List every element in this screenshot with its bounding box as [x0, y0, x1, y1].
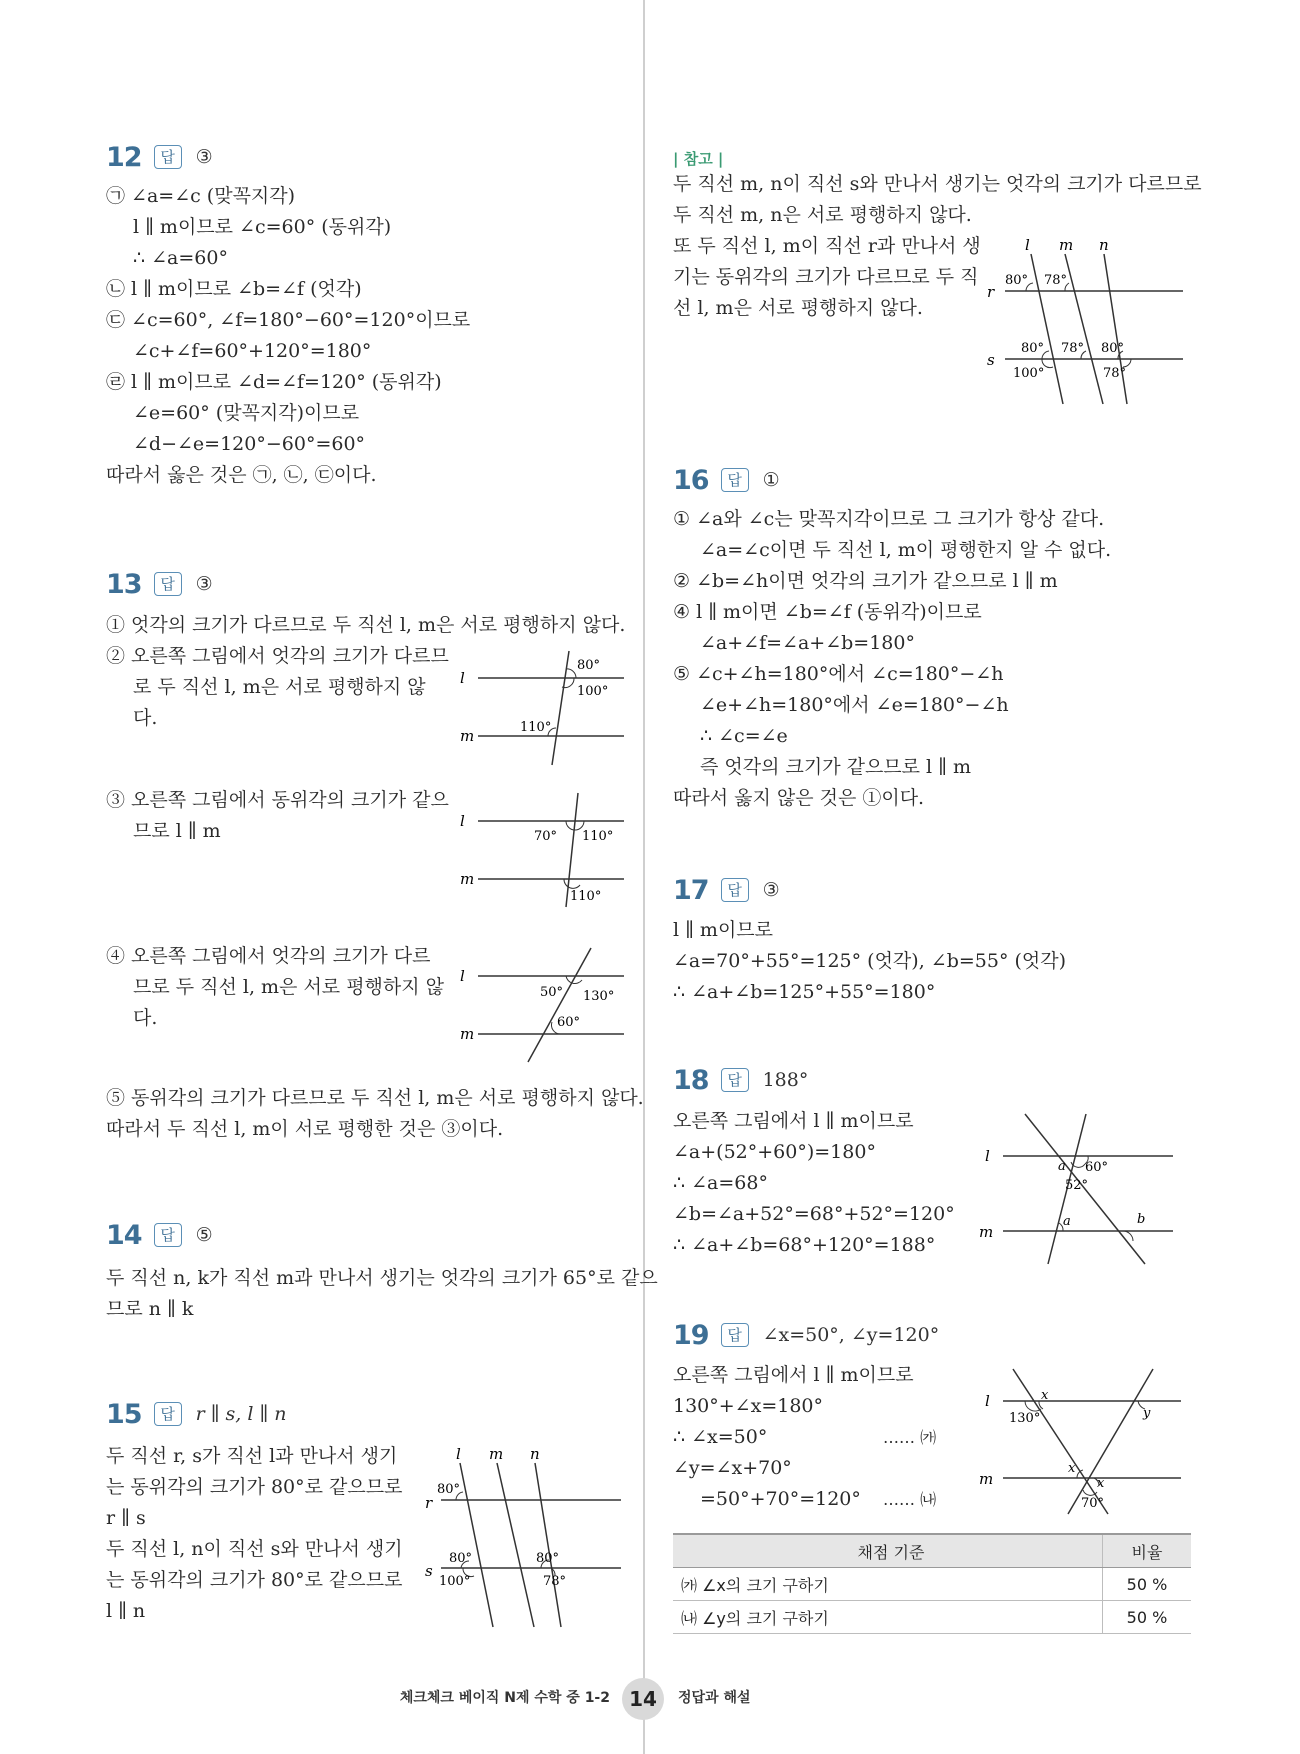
- angle-label: x: [1041, 1388, 1049, 1403]
- line-m-label: m: [460, 1025, 475, 1043]
- note-line: 선 l, m은 서로 평행하지 않다.: [673, 297, 923, 319]
- angle-label: 100°: [439, 1574, 471, 1589]
- problem-number: 16: [673, 464, 709, 496]
- answer-badge: 답: [154, 145, 182, 169]
- solution-line: ∠d−∠e=120°−60°=60°: [133, 433, 366, 455]
- problem-13-header: [106, 567, 213, 601]
- angle-label: a: [1063, 1214, 1071, 1229]
- solution-line: 로 두 직선 l, m은 서로 평행하지 않: [133, 676, 426, 698]
- problem-number: 14: [106, 1219, 142, 1251]
- solution-line: ∠e+∠h=180°에서 ∠e=180°−∠h: [700, 694, 1009, 716]
- problem-17: [673, 873, 1193, 1013]
- note-line: 두 직선 m, n이 직선 s와 만나서 생기는 엇각의 크기가 다르므로: [673, 173, 1202, 195]
- solution-line: ∠a=∠c이면 두 직선 l, m이 평행한지 알 수 없다.: [700, 539, 1112, 561]
- angle-label: 80°: [1021, 341, 1045, 356]
- answer-badge: 답: [154, 572, 182, 596]
- problem-13: [106, 567, 644, 1147]
- figure-13-3: [456, 789, 626, 909]
- solution-line: ② ∠b=∠h이면 엇각의 크기가 같으므로 l ∥ m: [673, 570, 1058, 592]
- answer-badge: 답: [154, 1223, 182, 1247]
- line-l-label: l: [460, 812, 465, 830]
- problem-17-header: [673, 873, 780, 907]
- angle-label: 80°: [449, 1551, 473, 1566]
- angle-label: 130°: [583, 989, 615, 1004]
- angle-label: 80°: [437, 1482, 461, 1497]
- center-divider: [643, 0, 645, 1754]
- angle-label: 100°: [1013, 366, 1045, 381]
- problem-16: [673, 463, 1193, 823]
- line-m-label: m: [979, 1470, 994, 1488]
- problem-number: 19: [673, 1319, 709, 1351]
- solution-line: ∴ ∠a+∠b=68°+120°=188°: [673, 1234, 936, 1256]
- table-header: 채점 기준: [673, 1534, 1103, 1568]
- solution-line: ㉢ ∠c=60°, ∠f=180°−60°=120°이므로: [106, 309, 471, 331]
- step-mark: …… ㈏: [883, 1490, 937, 1509]
- angle-label: 80°: [536, 1551, 560, 1566]
- solution-line: ∴ ∠c=∠e: [700, 725, 788, 747]
- solution-line: l ∥ m이므로 ∠c=60° (동위각): [133, 216, 392, 238]
- solution-line: ∠b=∠a+52°=68°+52°=120°: [673, 1203, 955, 1225]
- answer-badge: 답: [721, 878, 749, 902]
- note-line: 또 두 직선 l, m이 직선 r과 만나서 생: [673, 235, 981, 257]
- solution-line: =50°+70°=120°: [700, 1488, 861, 1510]
- solution-line: ∴ ∠a=68°: [673, 1172, 768, 1194]
- line-m-label: m: [460, 727, 475, 745]
- solution-line: ∠y=∠x+70°: [673, 1457, 792, 1479]
- solution-line: ① ∠a와 ∠c는 맞꼭지각이므로 그 크기가 항상 같다.: [673, 508, 1105, 530]
- solution-line: ∠c+∠f=60°+120°=180°: [133, 340, 372, 362]
- line-r-label: r: [987, 283, 995, 301]
- angle-label: 78°: [1044, 273, 1068, 288]
- figure-13-2: [456, 647, 626, 767]
- solution-line: ∠a+(52°+60°)=180°: [673, 1141, 876, 1163]
- line-l-label: l: [456, 1445, 461, 1463]
- angle-label: 70°: [534, 829, 558, 844]
- solution-line: l ∥ m이므로: [673, 919, 774, 941]
- line-n-label: n: [1099, 236, 1109, 254]
- solution-line: 다.: [133, 707, 158, 729]
- page-number: 14: [622, 1678, 664, 1720]
- reference-note: [673, 140, 1202, 410]
- line-m-label: m: [460, 870, 475, 888]
- answer-value: 188°: [762, 1069, 809, 1091]
- solution-line: 130°+∠x=180°: [673, 1395, 824, 1417]
- solution-line: 오른쪽 그림에서 l ∥ m이므로: [673, 1364, 914, 1386]
- table-cell: 50 %: [1103, 1601, 1192, 1634]
- solution-line: ④ l ∥ m이면 ∠b=∠f (동위각)이므로: [673, 601, 982, 623]
- table-cell: 50 %: [1103, 1568, 1192, 1601]
- problem-18-header: [673, 1063, 808, 1097]
- line-l-label: l: [985, 1392, 990, 1410]
- solution-line: 다.: [133, 1007, 158, 1029]
- line-l-label: l: [460, 669, 465, 687]
- angle-label: b: [1137, 1212, 1146, 1227]
- table-header: 비율: [1103, 1534, 1192, 1568]
- angle-label: 100°: [577, 684, 609, 699]
- table-row: [673, 1601, 1191, 1634]
- problem-12: [106, 140, 626, 500]
- line-s-label: s: [987, 351, 995, 369]
- answer-value: ⑤: [195, 1224, 213, 1246]
- angle-label: 60°: [557, 1015, 581, 1030]
- reference-tag: | 참고 |: [673, 150, 724, 168]
- figure-reference: [987, 236, 1187, 411]
- solution-line: 두 직선 r, s가 직선 l과 만나서 생기: [106, 1445, 398, 1467]
- solution-line: ∠a=70°+55°=125° (엇각), ∠b=55° (엇각): [673, 950, 1067, 972]
- problem-number: 17: [673, 874, 709, 906]
- solution-line: 두 직선 l, n이 직선 s와 만나서 생기: [106, 1538, 403, 1560]
- solution-line: 두 직선 n, k가 직선 m과 만나서 생기는 엇각의 크기가 65°로 같으: [106, 1267, 658, 1289]
- solution-line: ∠e=60° (맞꼭지각)이므로: [133, 402, 360, 424]
- solution-line: 오른쪽 그림에서 l ∥ m이므로: [673, 1110, 914, 1132]
- problem-15-header: [106, 1397, 287, 1431]
- angle-label: 110°: [582, 829, 614, 844]
- line-l-label: l: [985, 1147, 990, 1165]
- line-m-label: m: [1059, 236, 1074, 254]
- solution-line: 므로 l ∥ m: [133, 820, 221, 842]
- line-m-label: m: [979, 1223, 994, 1241]
- problem-number: 13: [106, 568, 142, 600]
- problem-number: 15: [106, 1398, 142, 1430]
- angle-label: 50°: [540, 985, 564, 1000]
- problem-14: [106, 1218, 658, 1320]
- footer-book-title: 체크체크 베이직 N제 수학 중 1-2: [399, 1690, 610, 1706]
- angle-label: x: [1097, 1476, 1105, 1491]
- solution-line: ∴ ∠x=50°: [673, 1426, 768, 1448]
- problem-16-header: [673, 463, 780, 497]
- angle-label: 78°: [1103, 366, 1127, 381]
- answer-value: ∠x=50°, ∠y=120°: [762, 1324, 940, 1346]
- answer-value: ③: [195, 573, 213, 595]
- angle-label: 78°: [543, 1574, 567, 1589]
- solution-line: 므로 두 직선 l, m은 서로 평행하지 않: [133, 976, 445, 998]
- angle-label: y: [1143, 1406, 1151, 1421]
- solution-line: ∴ ∠a+∠b=125°+55°=180°: [673, 981, 936, 1003]
- angle-label: 110°: [520, 720, 552, 735]
- table-cell: ㈏ ∠y의 크기 구하기: [673, 1601, 1103, 1634]
- problem-number: 12: [106, 141, 142, 173]
- line-l-label: l: [1025, 236, 1030, 254]
- solution-line: ⑤ ∠c+∠h=180°에서 ∠c=180°−∠h: [673, 663, 1004, 685]
- line-s-label: s: [425, 1562, 433, 1580]
- solution-line: ∠a+∠f=∠a+∠b=180°: [700, 632, 915, 654]
- table-row: [673, 1568, 1191, 1601]
- footer-section-title: 정답과 해설: [678, 1690, 751, 1706]
- line-l-label: l: [460, 967, 465, 985]
- problem-number: 18: [673, 1064, 709, 1096]
- line-m-label: m: [489, 1445, 504, 1463]
- angle-label: 52°: [1065, 1178, 1089, 1193]
- figure-18: [973, 1109, 1173, 1269]
- scoring-table: [673, 1533, 1191, 1634]
- solution-line: ③ 오른쪽 그림에서 동위각의 크기가 같으: [106, 789, 449, 811]
- line-r-label: r: [425, 1494, 433, 1512]
- solution-line: ④ 오른쪽 그림에서 엇각의 크기가 다르: [106, 945, 431, 967]
- answer-value: r ∥ s, l ∥ n: [195, 1403, 287, 1425]
- answer-value: ③: [762, 879, 780, 901]
- angle-label: x: [1068, 1461, 1076, 1476]
- step-mark: …… ㈎: [883, 1428, 937, 1447]
- angle-label: 130°: [1009, 1411, 1041, 1426]
- solution-line: ⑤ 동위각의 크기가 다르므로 두 직선 l, m은 서로 평행하지 않다.: [106, 1087, 644, 1109]
- angle-label: 110°: [570, 889, 602, 904]
- solution-line: ㉣ l ∥ m이므로 ∠d=∠f=120° (동위각): [106, 371, 442, 393]
- solution-line: 는 동위각의 크기가 80°로 같으므로: [106, 1569, 403, 1591]
- solution-line: l ∥ n: [106, 1600, 146, 1622]
- solution-line: 즉 엇각의 크기가 같으므로 l ∥ m: [700, 756, 972, 778]
- problem-19-header: [673, 1318, 939, 1352]
- answer-badge: 답: [721, 1068, 749, 1092]
- angle-label: 70°: [1081, 1496, 1105, 1511]
- note-line: 두 직선 m, n은 서로 평행하지 않다.: [673, 204, 972, 226]
- table-cell: ㈎ ∠x의 크기 구하기: [673, 1568, 1103, 1601]
- solution-line: ② 오른쪽 그림에서 엇각의 크기가 다르므: [106, 645, 449, 667]
- answer-badge: 답: [154, 1402, 182, 1426]
- problem-14-header: [106, 1218, 213, 1252]
- figure-15: [421, 1445, 621, 1635]
- figure-19: [973, 1364, 1183, 1524]
- solution-line: r ∥ s: [106, 1507, 146, 1529]
- answer-badge: 답: [721, 468, 749, 492]
- solution-line: 따라서 옳지 않은 것은 ①이다.: [673, 787, 925, 809]
- table-header-row: [673, 1534, 1191, 1568]
- line-n-label: n: [530, 1445, 540, 1463]
- angle-label: 80°: [1101, 341, 1125, 356]
- figure-13-4: [456, 944, 626, 1064]
- answer-value: ③: [195, 146, 213, 168]
- problem-15: [106, 1397, 626, 1637]
- solution-line: 므로 n ∥ k: [106, 1298, 194, 1320]
- angle-label: 78°: [1061, 341, 1085, 356]
- angle-label: 80°: [577, 658, 601, 673]
- angle-label: 60°: [1085, 1160, 1109, 1175]
- solution-line: 따라서 두 직선 l, m이 서로 평행한 것은 ③이다.: [106, 1118, 504, 1140]
- problem-19: [673, 1318, 1193, 1628]
- solution-line: 는 동위각의 크기가 80°로 같으므로: [106, 1476, 403, 1498]
- solution-line: ① 엇각의 크기가 다르므로 두 직선 l, m은 서로 평행하지 않다.: [106, 614, 626, 636]
- angle-label: 80°: [1005, 273, 1029, 288]
- problem-18: [673, 1063, 1193, 1273]
- answer-badge: 답: [721, 1323, 749, 1347]
- note-line: 기는 동위각의 크기가 다르므로 두 직: [673, 266, 979, 288]
- solution-line: ㉡ l ∥ m이므로 ∠b=∠f (엇각): [106, 278, 362, 300]
- problem-12-header: [106, 140, 213, 174]
- solution-line: ㉠ ∠a=∠c (맞꼭지각): [106, 185, 296, 207]
- solution-line: 따라서 옳은 것은 ㉠, ㉡, ㉢이다.: [106, 464, 377, 486]
- angle-label: a: [1058, 1159, 1066, 1174]
- solution-line: ∴ ∠a=60°: [133, 247, 228, 269]
- answer-value: ①: [762, 469, 780, 491]
